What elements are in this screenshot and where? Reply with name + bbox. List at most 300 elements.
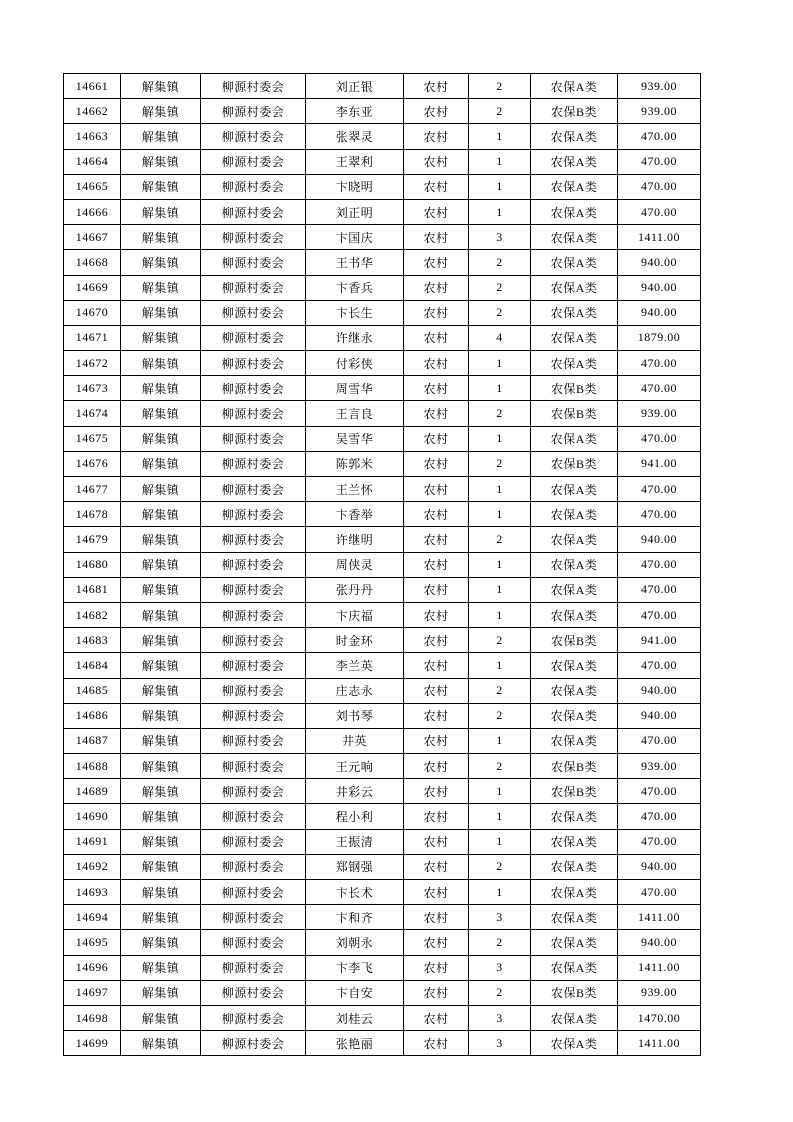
table-row xyxy=(64,854,701,879)
table-row xyxy=(64,653,701,678)
table-row xyxy=(64,401,701,426)
cell-town: 解集镇 xyxy=(121,250,201,275)
cell-village: 柳源村委会 xyxy=(201,225,306,250)
cell-type: 农村 xyxy=(404,351,469,376)
cell-name: 卞香兵 xyxy=(306,275,404,300)
cell-category: 农保A类 xyxy=(531,250,618,275)
cell-category: 农保A类 xyxy=(531,955,618,980)
cell-category: 农保A类 xyxy=(531,678,618,703)
cell-name: 井彩云 xyxy=(306,779,404,804)
cell-town: 解集镇 xyxy=(121,275,201,300)
cell-town: 解集镇 xyxy=(121,502,201,527)
table-row xyxy=(64,502,701,527)
cell-type: 农村 xyxy=(404,678,469,703)
cell-village: 柳源村委会 xyxy=(201,199,306,224)
cell-amount: 940.00 xyxy=(618,678,701,703)
table-row xyxy=(64,754,701,779)
cell-id: 14678 xyxy=(64,502,121,527)
cell-amount: 939.00 xyxy=(618,99,701,124)
table-row xyxy=(64,728,701,753)
cell-name: 李兰英 xyxy=(306,653,404,678)
cell-name: 刘书琴 xyxy=(306,703,404,728)
cell-category: 农保A类 xyxy=(531,426,618,451)
cell-category: 农保A类 xyxy=(531,300,618,325)
cell-count: 2 xyxy=(469,451,531,476)
cell-id: 14686 xyxy=(64,703,121,728)
cell-id: 14681 xyxy=(64,577,121,602)
cell-category: 农保A类 xyxy=(531,577,618,602)
cell-type: 农村 xyxy=(404,955,469,980)
cell-amount: 939.00 xyxy=(618,980,701,1005)
cell-amount: 470.00 xyxy=(618,577,701,602)
cell-amount: 940.00 xyxy=(618,854,701,879)
table-row xyxy=(64,880,701,905)
cell-id: 14687 xyxy=(64,728,121,753)
cell-name: 卞庆福 xyxy=(306,602,404,627)
cell-amount: 940.00 xyxy=(618,300,701,325)
cell-town: 解集镇 xyxy=(121,351,201,376)
cell-category: 农保A类 xyxy=(531,728,618,753)
cell-amount: 941.00 xyxy=(618,451,701,476)
cell-count: 2 xyxy=(469,628,531,653)
cell-town: 解集镇 xyxy=(121,653,201,678)
cell-category: 农保A类 xyxy=(531,502,618,527)
cell-count: 2 xyxy=(469,980,531,1005)
cell-count: 1 xyxy=(469,426,531,451)
cell-name: 王兰怀 xyxy=(306,477,404,502)
cell-count: 1 xyxy=(469,502,531,527)
cell-id: 14661 xyxy=(64,74,121,99)
cell-name: 程小利 xyxy=(306,804,404,829)
cell-name: 庄志永 xyxy=(306,678,404,703)
cell-name: 卞长生 xyxy=(306,300,404,325)
cell-category: 农保A类 xyxy=(531,124,618,149)
cell-type: 农村 xyxy=(404,628,469,653)
cell-amount: 470.00 xyxy=(618,174,701,199)
cell-count: 1 xyxy=(469,351,531,376)
cell-village: 柳源村委会 xyxy=(201,552,306,577)
cell-category: 农保B类 xyxy=(531,451,618,476)
cell-count: 1 xyxy=(469,199,531,224)
cell-id: 14673 xyxy=(64,376,121,401)
cell-town: 解集镇 xyxy=(121,754,201,779)
cell-id: 14664 xyxy=(64,149,121,174)
cell-id: 14677 xyxy=(64,477,121,502)
table-row xyxy=(64,1031,701,1056)
cell-town: 解集镇 xyxy=(121,678,201,703)
cell-town: 解集镇 xyxy=(121,804,201,829)
cell-type: 农村 xyxy=(404,300,469,325)
cell-town: 解集镇 xyxy=(121,829,201,854)
cell-name: 张丹丹 xyxy=(306,577,404,602)
table-row xyxy=(64,628,701,653)
cell-count: 2 xyxy=(469,300,531,325)
cell-type: 农村 xyxy=(404,451,469,476)
cell-id: 14666 xyxy=(64,199,121,224)
table-row xyxy=(64,1005,701,1030)
table-row xyxy=(64,703,701,728)
cell-category: 农保A类 xyxy=(531,703,618,728)
cell-id: 14697 xyxy=(64,980,121,1005)
cell-count: 2 xyxy=(469,275,531,300)
cell-count: 1 xyxy=(469,728,531,753)
cell-count: 1 xyxy=(469,804,531,829)
cell-town: 解集镇 xyxy=(121,905,201,930)
cell-type: 农村 xyxy=(404,880,469,905)
cell-id: 14672 xyxy=(64,351,121,376)
cell-id: 14694 xyxy=(64,905,121,930)
cell-category: 农保A类 xyxy=(531,1031,618,1056)
cell-amount: 470.00 xyxy=(618,728,701,753)
cell-village: 柳源村委会 xyxy=(201,905,306,930)
table-row xyxy=(64,930,701,955)
cell-category: 农保B类 xyxy=(531,401,618,426)
table-row xyxy=(64,325,701,350)
cell-type: 农村 xyxy=(404,703,469,728)
cell-village: 柳源村委会 xyxy=(201,854,306,879)
cell-type: 农村 xyxy=(404,477,469,502)
cell-name: 卞国庆 xyxy=(306,225,404,250)
cell-village: 柳源村委会 xyxy=(201,426,306,451)
cell-id: 14671 xyxy=(64,325,121,350)
cell-town: 解集镇 xyxy=(121,426,201,451)
table-row xyxy=(64,124,701,149)
table-body xyxy=(64,74,701,1056)
cell-town: 解集镇 xyxy=(121,1005,201,1030)
cell-amount: 1411.00 xyxy=(618,955,701,980)
cell-type: 农村 xyxy=(404,980,469,1005)
cell-type: 农村 xyxy=(404,653,469,678)
table-row xyxy=(64,527,701,552)
cell-count: 1 xyxy=(469,602,531,627)
cell-village: 柳源村委会 xyxy=(201,703,306,728)
cell-village: 柳源村委会 xyxy=(201,930,306,955)
cell-name: 刘正银 xyxy=(306,74,404,99)
cell-count: 4 xyxy=(469,325,531,350)
cell-village: 柳源村委会 xyxy=(201,628,306,653)
table-row xyxy=(64,451,701,476)
cell-category: 农保A类 xyxy=(531,552,618,577)
cell-count: 3 xyxy=(469,955,531,980)
table-row xyxy=(64,199,701,224)
cell-amount: 1879.00 xyxy=(618,325,701,350)
cell-count: 3 xyxy=(469,1005,531,1030)
cell-name: 卞李飞 xyxy=(306,955,404,980)
cell-amount: 470.00 xyxy=(618,829,701,854)
cell-type: 农村 xyxy=(404,754,469,779)
cell-category: 农保A类 xyxy=(531,74,618,99)
table-row xyxy=(64,577,701,602)
cell-type: 农村 xyxy=(404,325,469,350)
cell-amount: 470.00 xyxy=(618,653,701,678)
cell-village: 柳源村委会 xyxy=(201,980,306,1005)
cell-type: 农村 xyxy=(404,275,469,300)
table-row xyxy=(64,779,701,804)
cell-amount: 1411.00 xyxy=(618,225,701,250)
cell-name: 卞香举 xyxy=(306,502,404,527)
table-row xyxy=(64,74,701,99)
cell-id: 14684 xyxy=(64,653,121,678)
cell-category: 农保A类 xyxy=(531,905,618,930)
cell-type: 农村 xyxy=(404,854,469,879)
cell-town: 解集镇 xyxy=(121,325,201,350)
cell-id: 14665 xyxy=(64,174,121,199)
table-row xyxy=(64,602,701,627)
cell-name: 王翠利 xyxy=(306,149,404,174)
cell-name: 王元响 xyxy=(306,754,404,779)
cell-town: 解集镇 xyxy=(121,577,201,602)
cell-village: 柳源村委会 xyxy=(201,880,306,905)
cell-amount: 470.00 xyxy=(618,199,701,224)
cell-type: 农村 xyxy=(404,225,469,250)
table-row xyxy=(64,477,701,502)
cell-type: 农村 xyxy=(404,99,469,124)
cell-village: 柳源村委会 xyxy=(201,250,306,275)
table-row xyxy=(64,829,701,854)
cell-count: 1 xyxy=(469,174,531,199)
cell-amount: 470.00 xyxy=(618,502,701,527)
cell-amount: 470.00 xyxy=(618,552,701,577)
cell-village: 柳源村委会 xyxy=(201,1005,306,1030)
cell-village: 柳源村委会 xyxy=(201,99,306,124)
cell-count: 2 xyxy=(469,930,531,955)
cell-village: 柳源村委会 xyxy=(201,401,306,426)
cell-town: 解集镇 xyxy=(121,300,201,325)
cell-town: 解集镇 xyxy=(121,225,201,250)
cell-town: 解集镇 xyxy=(121,74,201,99)
cell-category: 农保A类 xyxy=(531,325,618,350)
table-row xyxy=(64,149,701,174)
cell-count: 2 xyxy=(469,703,531,728)
cell-village: 柳源村委会 xyxy=(201,325,306,350)
cell-category: 农保A类 xyxy=(531,351,618,376)
table-row xyxy=(64,980,701,1005)
cell-village: 柳源村委会 xyxy=(201,804,306,829)
cell-id: 14680 xyxy=(64,552,121,577)
cell-amount: 940.00 xyxy=(618,930,701,955)
cell-name: 卞长术 xyxy=(306,880,404,905)
cell-count: 1 xyxy=(469,779,531,804)
cell-name: 卞和齐 xyxy=(306,905,404,930)
cell-count: 2 xyxy=(469,754,531,779)
cell-name: 卞晓明 xyxy=(306,174,404,199)
cell-village: 柳源村委会 xyxy=(201,779,306,804)
cell-amount: 470.00 xyxy=(618,779,701,804)
cell-id: 14679 xyxy=(64,527,121,552)
cell-amount: 939.00 xyxy=(618,401,701,426)
cell-category: 农保A类 xyxy=(531,174,618,199)
cell-category: 农保A类 xyxy=(531,880,618,905)
cell-town: 解集镇 xyxy=(121,728,201,753)
cell-name: 张翠灵 xyxy=(306,124,404,149)
cell-name: 付彩侠 xyxy=(306,351,404,376)
cell-town: 解集镇 xyxy=(121,376,201,401)
cell-town: 解集镇 xyxy=(121,930,201,955)
cell-count: 1 xyxy=(469,124,531,149)
cell-count: 3 xyxy=(469,1031,531,1056)
cell-count: 2 xyxy=(469,250,531,275)
cell-category: 农保A类 xyxy=(531,854,618,879)
cell-id: 14663 xyxy=(64,124,121,149)
cell-count: 2 xyxy=(469,678,531,703)
cell-type: 农村 xyxy=(404,804,469,829)
cell-town: 解集镇 xyxy=(121,779,201,804)
table-row xyxy=(64,376,701,401)
cell-id: 14662 xyxy=(64,99,121,124)
cell-type: 农村 xyxy=(404,728,469,753)
cell-count: 1 xyxy=(469,477,531,502)
cell-category: 农保A类 xyxy=(531,1005,618,1030)
cell-count: 1 xyxy=(469,577,531,602)
cell-town: 解集镇 xyxy=(121,199,201,224)
cell-name: 刘朝永 xyxy=(306,930,404,955)
table-row xyxy=(64,955,701,980)
cell-type: 农村 xyxy=(404,199,469,224)
cell-type: 农村 xyxy=(404,930,469,955)
cell-type: 农村 xyxy=(404,602,469,627)
cell-id: 14682 xyxy=(64,602,121,627)
cell-type: 农村 xyxy=(404,527,469,552)
cell-type: 农村 xyxy=(404,552,469,577)
cell-type: 农村 xyxy=(404,577,469,602)
cell-id: 14693 xyxy=(64,880,121,905)
cell-amount: 470.00 xyxy=(618,351,701,376)
cell-id: 14696 xyxy=(64,955,121,980)
cell-amount: 940.00 xyxy=(618,275,701,300)
cell-village: 柳源村委会 xyxy=(201,829,306,854)
cell-town: 解集镇 xyxy=(121,99,201,124)
cell-village: 柳源村委会 xyxy=(201,527,306,552)
cell-village: 柳源村委会 xyxy=(201,653,306,678)
cell-village: 柳源村委会 xyxy=(201,74,306,99)
cell-village: 柳源村委会 xyxy=(201,477,306,502)
cell-id: 14667 xyxy=(64,225,121,250)
table-row xyxy=(64,275,701,300)
cell-count: 2 xyxy=(469,74,531,99)
cell-amount: 470.00 xyxy=(618,477,701,502)
cell-name: 郑钢强 xyxy=(306,854,404,879)
cell-id: 14695 xyxy=(64,930,121,955)
table-row xyxy=(64,250,701,275)
cell-town: 解集镇 xyxy=(121,703,201,728)
cell-village: 柳源村委会 xyxy=(201,300,306,325)
cell-count: 1 xyxy=(469,880,531,905)
table-row xyxy=(64,905,701,930)
cell-amount: 1411.00 xyxy=(618,1031,701,1056)
cell-amount: 939.00 xyxy=(618,754,701,779)
cell-town: 解集镇 xyxy=(121,980,201,1005)
cell-town: 解集镇 xyxy=(121,1031,201,1056)
table-row xyxy=(64,99,701,124)
cell-village: 柳源村委会 xyxy=(201,351,306,376)
cell-id: 14692 xyxy=(64,854,121,879)
cell-category: 农保B类 xyxy=(531,628,618,653)
cell-count: 1 xyxy=(469,552,531,577)
cell-amount: 470.00 xyxy=(618,426,701,451)
cell-village: 柳源村委会 xyxy=(201,955,306,980)
cell-id: 14689 xyxy=(64,779,121,804)
cell-village: 柳源村委会 xyxy=(201,174,306,199)
cell-village: 柳源村委会 xyxy=(201,275,306,300)
cell-name: 刘正明 xyxy=(306,199,404,224)
cell-category: 农保B类 xyxy=(531,779,618,804)
cell-type: 农村 xyxy=(404,905,469,930)
cell-name: 李东亚 xyxy=(306,99,404,124)
cell-village: 柳源村委会 xyxy=(201,124,306,149)
cell-id: 14688 xyxy=(64,754,121,779)
cell-type: 农村 xyxy=(404,174,469,199)
cell-town: 解集镇 xyxy=(121,628,201,653)
cell-category: 农保A类 xyxy=(531,653,618,678)
cell-id: 14676 xyxy=(64,451,121,476)
cell-village: 柳源村委会 xyxy=(201,754,306,779)
cell-category: 农保A类 xyxy=(531,149,618,174)
cell-id: 14699 xyxy=(64,1031,121,1056)
cell-amount: 940.00 xyxy=(618,250,701,275)
cell-amount: 940.00 xyxy=(618,703,701,728)
cell-category: 农保B类 xyxy=(531,754,618,779)
cell-town: 解集镇 xyxy=(121,149,201,174)
cell-name: 王振清 xyxy=(306,829,404,854)
cell-amount: 1470.00 xyxy=(618,1005,701,1030)
cell-village: 柳源村委会 xyxy=(201,602,306,627)
cell-village: 柳源村委会 xyxy=(201,678,306,703)
cell-town: 解集镇 xyxy=(121,854,201,879)
cell-category: 农保A类 xyxy=(531,527,618,552)
cell-category: 农保B类 xyxy=(531,376,618,401)
cell-town: 解集镇 xyxy=(121,602,201,627)
cell-id: 14670 xyxy=(64,300,121,325)
table-row xyxy=(64,300,701,325)
cell-category: 农保A类 xyxy=(531,199,618,224)
cell-type: 农村 xyxy=(404,376,469,401)
cell-name: 吴雪华 xyxy=(306,426,404,451)
cell-count: 3 xyxy=(469,225,531,250)
cell-type: 农村 xyxy=(404,401,469,426)
cell-name: 王书华 xyxy=(306,250,404,275)
cell-village: 柳源村委会 xyxy=(201,577,306,602)
cell-village: 柳源村委会 xyxy=(201,728,306,753)
cell-category: 农保B类 xyxy=(531,99,618,124)
cell-type: 农村 xyxy=(404,250,469,275)
cell-village: 柳源村委会 xyxy=(201,1031,306,1056)
cell-village: 柳源村委会 xyxy=(201,376,306,401)
table-row xyxy=(64,804,701,829)
cell-town: 解集镇 xyxy=(121,451,201,476)
cell-amount: 470.00 xyxy=(618,149,701,174)
cell-name: 张艳丽 xyxy=(306,1031,404,1056)
cell-village: 柳源村委会 xyxy=(201,451,306,476)
cell-amount: 1411.00 xyxy=(618,905,701,930)
table-row xyxy=(64,351,701,376)
cell-count: 1 xyxy=(469,149,531,174)
cell-count: 2 xyxy=(469,99,531,124)
cell-type: 农村 xyxy=(404,149,469,174)
cell-category: 农保A类 xyxy=(531,829,618,854)
cell-category: 农保A类 xyxy=(531,275,618,300)
cell-id: 14698 xyxy=(64,1005,121,1030)
cell-name: 井英 xyxy=(306,728,404,753)
cell-town: 解集镇 xyxy=(121,955,201,980)
cell-town: 解集镇 xyxy=(121,552,201,577)
cell-town: 解集镇 xyxy=(121,401,201,426)
cell-town: 解集镇 xyxy=(121,174,201,199)
cell-count: 2 xyxy=(469,527,531,552)
cell-category: 农保B类 xyxy=(531,980,618,1005)
cell-id: 14685 xyxy=(64,678,121,703)
cell-type: 农村 xyxy=(404,779,469,804)
cell-count: 1 xyxy=(469,829,531,854)
